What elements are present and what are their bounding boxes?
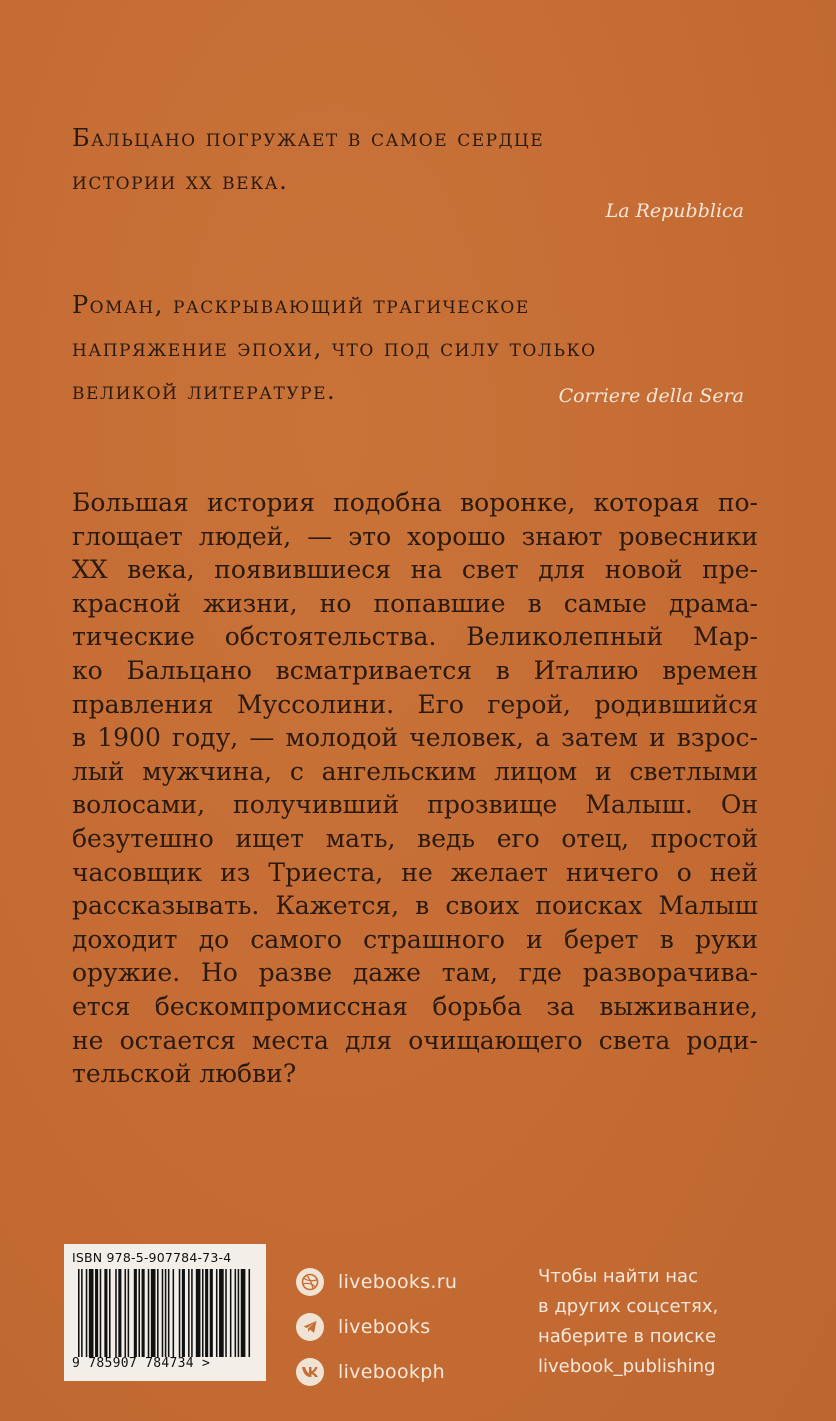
description-line: не остается места для очищающего света роди- bbox=[72, 1025, 758, 1055]
description-line: оружие. Но разве даже там, где разворачива- bbox=[72, 958, 758, 988]
quote-1-line-2: истории xx века. bbox=[72, 167, 289, 195]
find-us-text: Чтобы найти нас в других соцсетях, наберите в поиске livebook_publishing bbox=[538, 1266, 719, 1377]
quote-2-source: Corriere della Sera bbox=[558, 385, 744, 407]
social-links bbox=[296, 1260, 457, 1395]
description-line: лый мужчина, с ангельским лицом и светлыми bbox=[72, 756, 758, 786]
description-line: правления Муссолини. Его герой, родившийся bbox=[72, 689, 758, 719]
description-line: ется бескомпромиссная борьба за выживание, bbox=[72, 991, 758, 1021]
quote-2-line-2: напряжение эпохи, что под силу только bbox=[72, 334, 597, 362]
description-line: доходит до самого страшного и берет в руки bbox=[72, 924, 758, 954]
vk-icon bbox=[296, 1358, 324, 1386]
quote-2-line-3: великой литературе. bbox=[72, 377, 337, 405]
book-description bbox=[72, 486, 758, 1091]
description-line: в 1900 году, — молодой человек, а затем и взрос- bbox=[72, 723, 758, 753]
social-label-website: livebooks.ru bbox=[338, 1271, 458, 1293]
description-line: ко Бальцано всматривается в Италию времен bbox=[72, 655, 758, 685]
social-label-vk: livebookph bbox=[338, 1361, 445, 1383]
isbn-label: ISBN 978-5-907784-73-4 bbox=[72, 1250, 232, 1265]
quote-1 bbox=[72, 117, 752, 203]
description-line: красной жизни, но попавшие в самые драма- bbox=[72, 588, 758, 618]
description-line: волосами, получивший прозвище Малыш. Он bbox=[72, 790, 758, 820]
quote-2-line-1: Роман, раскрывающий трагическое bbox=[72, 291, 530, 319]
description-line: XX века, появившиеся на свет для новой пре- bbox=[72, 555, 758, 585]
social-label-telegram: livebooks bbox=[338, 1316, 431, 1338]
description-line: глощает людей, — это хорошо знают ровесники bbox=[72, 521, 758, 551]
barcode-digits: 9 785907 784734 > bbox=[72, 1356, 211, 1371]
telegram-icon bbox=[296, 1313, 324, 1341]
dribbble-icon bbox=[296, 1268, 324, 1296]
description-line: тельской любви? bbox=[72, 1059, 297, 1089]
description-line: безутешно ищет мать, ведь его отец, простой bbox=[72, 823, 758, 853]
barcode-bars bbox=[72, 1269, 258, 1357]
quote-1-source: La Repubblica bbox=[605, 200, 744, 222]
social-link-website[interactable] bbox=[296, 1260, 457, 1304]
description-line: рассказывать. Кажется, в своих поисках Малыш bbox=[72, 891, 758, 921]
social-link-telegram[interactable] bbox=[296, 1305, 457, 1349]
barcode-block bbox=[64, 1244, 266, 1381]
description-line: Большая история подобна воронке, которая по- bbox=[72, 488, 758, 517]
description-line: тические обстоятельства. Великолепный Мар- bbox=[72, 622, 758, 652]
quote-1-line-1: Бальцано погружает в самое сердце bbox=[72, 124, 545, 152]
social-link-vk[interactable] bbox=[296, 1350, 457, 1394]
description-line: часовщик из Триеста, не желает ничего о ней bbox=[72, 857, 758, 887]
